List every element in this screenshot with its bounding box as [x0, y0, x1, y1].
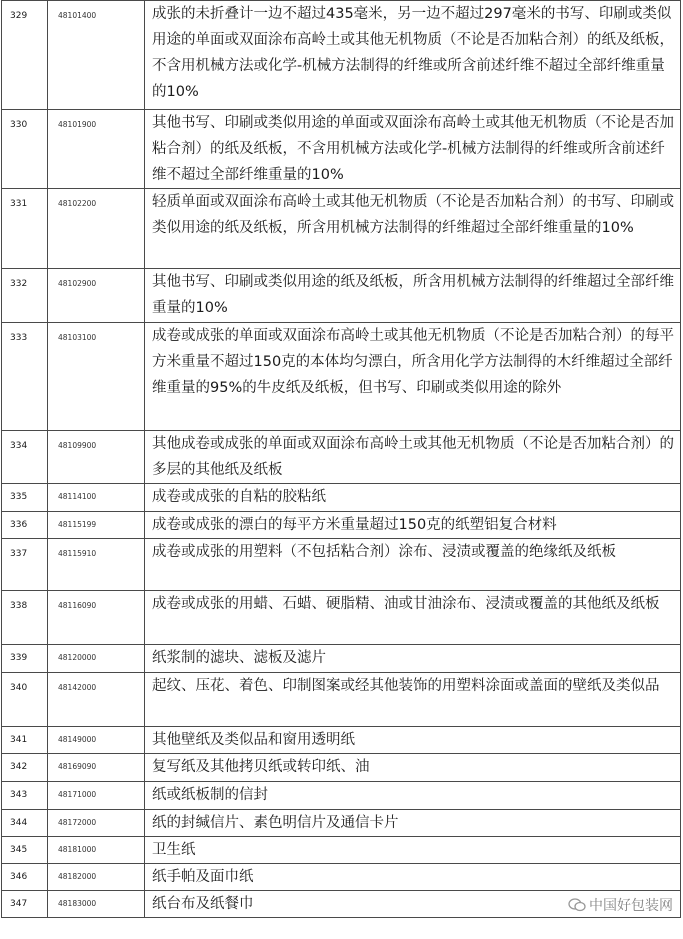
row-number: 333 [2, 323, 48, 431]
row-description: 成张的未折叠计一边不超过435毫米，另一边不超过297毫米的书写、印刷或类似用途的单面或双面涂布高岭土或其他无机物质（不论是否加粘合剂）的纸及纸板，不含用机械方法或化学-机械方法制得的纤维或所含前述纤维不超过全部纤维重量的10% [145, 1, 681, 110]
hs-code: 48102200 [48, 189, 145, 269]
row-number: 330 [2, 110, 48, 189]
row-description: 成卷或成张的用蜡、石蜡、硬脂精、油或甘油涂布、浸渍或覆盖的其他纸及纸板 [145, 591, 681, 645]
hs-code: 48142000 [48, 673, 145, 727]
row-number: 341 [2, 727, 48, 754]
row-number: 346 [2, 864, 48, 891]
row-description: 成卷或成张的自粘的胶粘纸 [145, 484, 681, 512]
hs-code: 48102900 [48, 269, 145, 323]
row-description: 其他壁纸及类似品和窗用透明纸 [145, 727, 681, 754]
watermark-text: 中国好包装网 [589, 898, 673, 914]
hs-code: 48172000 [48, 810, 145, 837]
row-description: 轻质单面或双面涂布高岭土或其他无机物质（不论是否加粘合剂）的书写、印刷或类似用途的纸及纸板，所含用机械方法制得的纤维超过全部纤维重量的10% [145, 189, 681, 269]
row-number: 334 [2, 431, 48, 484]
hs-code: 48103100 [48, 323, 145, 431]
table-row [2, 269, 681, 323]
row-number: 336 [2, 512, 48, 539]
table-row [2, 512, 681, 539]
hs-code: 48120000 [48, 645, 145, 673]
row-number: 340 [2, 673, 48, 727]
hs-code: 48149000 [48, 727, 145, 754]
row-description: 起纹、压花、着色、印制图案或经其他装饰的用塑料涂面或盖面的壁纸及类似品 [145, 673, 681, 727]
row-number: 347 [2, 891, 48, 918]
hs-code: 48183000 [48, 891, 145, 918]
row-description: 纸浆制的滤块、滤板及滤片 [145, 645, 681, 673]
table-row [2, 754, 681, 782]
row-number: 342 [2, 754, 48, 782]
tariff-table [1, 0, 681, 918]
row-number: 335 [2, 484, 48, 512]
table-row [2, 189, 681, 269]
row-number: 332 [2, 269, 48, 323]
hs-code: 48181000 [48, 837, 145, 864]
row-description: 其他书写、印刷或类似用途的纸及纸板，所含用机械方法制得的纤维超过全部纤维重量的10% [145, 269, 681, 323]
table-row [2, 539, 681, 591]
row-number: 338 [2, 591, 48, 645]
table-row [2, 673, 681, 727]
table-row [2, 431, 681, 484]
hs-code: 48116090 [48, 591, 145, 645]
wechat-icon [568, 898, 586, 912]
table-row [2, 591, 681, 645]
row-description: 其他成卷或成张的单面或双面涂布高岭土或其他无机物质（不论是否加粘合剂）的多层的其他纸及纸板 [145, 431, 681, 484]
table-row [2, 110, 681, 189]
hs-code: 48182000 [48, 864, 145, 891]
row-description: 成卷或成张的用塑料（不包括粘合剂）涂布、浸渍或覆盖的绝缘纸及纸板 [145, 539, 681, 591]
row-number: 343 [2, 782, 48, 810]
row-description: 纸的封缄信片、素色明信片及通信卡片 [145, 810, 681, 837]
row-number: 331 [2, 189, 48, 269]
row-number: 345 [2, 837, 48, 864]
table-row [2, 810, 681, 837]
watermark [568, 895, 673, 915]
row-description: 其他书写、印刷或类似用途的单面或双面涂布高岭土或其他无机物质（不论是否加粘合剂）的纸及纸板，不含用机械方法或化学-机械方法制得的纤维或所含前述纤维不超过全部纤维重量的10% [145, 110, 681, 189]
row-number: 339 [2, 645, 48, 673]
table-row [2, 837, 681, 864]
table-row [2, 645, 681, 673]
row-description: 纸或纸板制的信封 [145, 782, 681, 810]
row-number: 337 [2, 539, 48, 591]
hs-code: 48109900 [48, 431, 145, 484]
hs-code: 48169090 [48, 754, 145, 782]
hs-code: 48115199 [48, 512, 145, 539]
row-description: 纸台布及纸餐巾 [145, 891, 681, 918]
hs-code: 48115910 [48, 539, 145, 591]
row-description: 成卷或成张的漂白的每平方米重量超过150克的纸塑铝复合材料 [145, 512, 681, 539]
row-description: 复写纸及其他拷贝纸或转印纸、油 [145, 754, 681, 782]
hs-code: 48114100 [48, 484, 145, 512]
row-description: 纸手帕及面巾纸 [145, 864, 681, 891]
table-row [2, 484, 681, 512]
row-number: 344 [2, 810, 48, 837]
row-description: 成卷或成张的单面或双面涂布高岭土或其他无机物质（不论是否加粘合剂）的每平方米重量不超过150克的本体均匀漂白，所含用化学方法制得的木纤维超过全部纤维重量的95%的牛皮纸及纸板，但书写、印刷或类似用途的除外 [145, 323, 681, 431]
hs-code: 48101400 [48, 1, 145, 110]
table-row [2, 1, 681, 110]
table-row [2, 727, 681, 754]
table-row [2, 323, 681, 431]
hs-code: 48171000 [48, 782, 145, 810]
row-description: 卫生纸 [145, 837, 681, 864]
table-row [2, 782, 681, 810]
hs-code: 48101900 [48, 110, 145, 189]
table-row [2, 864, 681, 891]
row-number: 329 [2, 1, 48, 110]
